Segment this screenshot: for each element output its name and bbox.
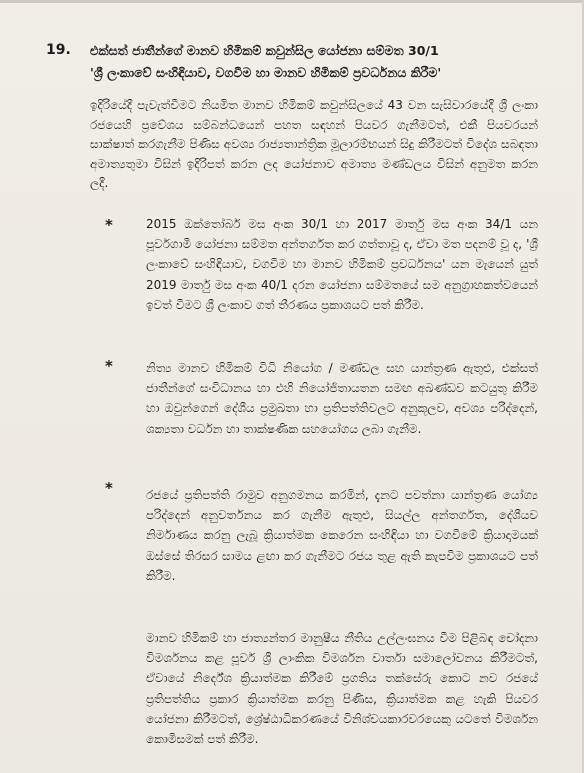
bullet-item-continuation: මානව හිමිකම් හා ජාත්‍යන්තර මානුෂීය නීතිය උල්ලංඝනය වීම පිළිබඳ චෝදනා විමර්ශනය කළ පූර්ව ශ්‍රී ලාංකික විමර්ශන වාර්තා සමාලෝචනය කිරීමටත්, ඒවායේ නිර්දේශ ක්‍රියාත්මක කිරීමේ ප්‍රගතිය තක්සේරු කොට නව රජයේ ප්‍රතිපත්තිය ප්‍රකාර ක්‍රියාත්මක කරනු පිණිස, ක්‍රියාත්මක කළ හැකි පියවර යෝජනා කිරීමටත්, ශ්‍රේෂ්ඨාධිකරණයේ විනිශ්චයකාරවරයෙකු යටතේ විමර්ශන කොමිසමක් පත් කිරීම. [146,631,538,747]
bullet-item-text: නිත්‍ය මානව හිමිකම් විධි නියෝග / මණ්ඩල සහ යාන්ත්‍රණ ඇතුළු, එක්සත් ජාතීන්ගේ සංවිධානය හා එහි නියෝජිතායතන සමඟ අඛණ්ඩව කටයුතු කිරීම හා ඔවුන්ගෙන් දේශීය ප්‍රමුඛතා හා ප්‍රතිපත්තිවලට අනුකූලව, අවශ්‍ය පරිද්දෙන්, ශක්‍යතා වර්ධන හා තාක්ෂණික සහයෝගය ලබා ගැනීම. [146,361,538,436]
bullet-asterisk: * [105,357,113,375]
heading-line-2: 'ශ්‍රී ලංකාවේ සංහිඳියාව, වගවීම හා මානව හිමිකම් ප්‍රවර්ධනය කිරීම' [90,65,442,80]
bullet-item-text: 2015 ඔක්තෝබර් මස අංක 30/1 හා 2017 මාර්තු මස අංක 34/1 යන පූර්වගාමී යෝජනා සම්මත අන්තර්ගත කර ගත්තාවූ ද, ඒවා මත පදනම් වූ ද, 'ශ්‍රී ලංකාවේ සංහිඳියාව, වගවීම හා මානව හිමිකම් ප්‍රවර්ධනය' යන මැයෙන් යුත් 2019 මාර්තු මස අංක 40/1 දරන යෝජනා සම්මතයේ සම අනුග්‍රාහකත්වයෙන් ඉවත් වීමට ශ්‍රී ලංකාව ගත් තීරණය ප්‍රකාශයට පත් කිරීම. [146,217,538,312]
intro-paragraph: ඉදිරියේදී පැවැත්වීමට නියමිත මානව හිමිකම් කවුන්සිලයේ 43 වන සැසිවාරයේදී ශ්‍රී ලංකා රජයෙහි ප්‍රවේශය සම්බන්ධයෙන් පහත සඳහන් පියවර ගැනීමටත්, එකී පියවරයන් සාක්ෂාත් කරගැනීම පිණිස අවශ්‍ය රාජ්‍යතාන්ත්‍රික මූලාරම්භයන් සිදු කිරීමටත් විදේශ සබඳතා අමාත්‍යතුමා විසින් ඉදිරිපත් කරන ලද යෝජනාව අමාත්‍ය මණ්ඩලය විසින් අනුමත කරන ලදී. [90,98,538,190]
item-heading [90,40,550,84]
heading-line-1: එක්සත් ජාතීන්ගේ මානව හිමිකම් කවුන්සිල යෝජනා සම්මත 30/1 [90,43,439,58]
page-top-edge [0,0,584,3]
bullet-asterisk: * [105,479,113,497]
bullet-asterisk: * [105,216,113,234]
bullet-item-text: රජයේ ප්‍රතිපත්ති රාමුව අනුගමනය කරමින්, දැනට පවත්නා යාන්ත්‍රණ යෝග්‍ය පරිද්දෙන් අනුවර්තනය කර ගැනීම ඇතුළු, සියල්ල අන්තර්ගත, දේශීයව නිර්මාණය කරනු ලැබූ ක්‍රියාත්මක කෙරෙන සංහිඳියා හා වගවීමේ ක්‍රියාදාමයක් ඔස්සේ තිරසර සාමය ළඟා කර ගැනීමට රජය තුළ ඇති කැපවීම ප්‍රකාශයට පත් කිරීම. [146,488,538,583]
item-number: 19. [46,42,71,58]
